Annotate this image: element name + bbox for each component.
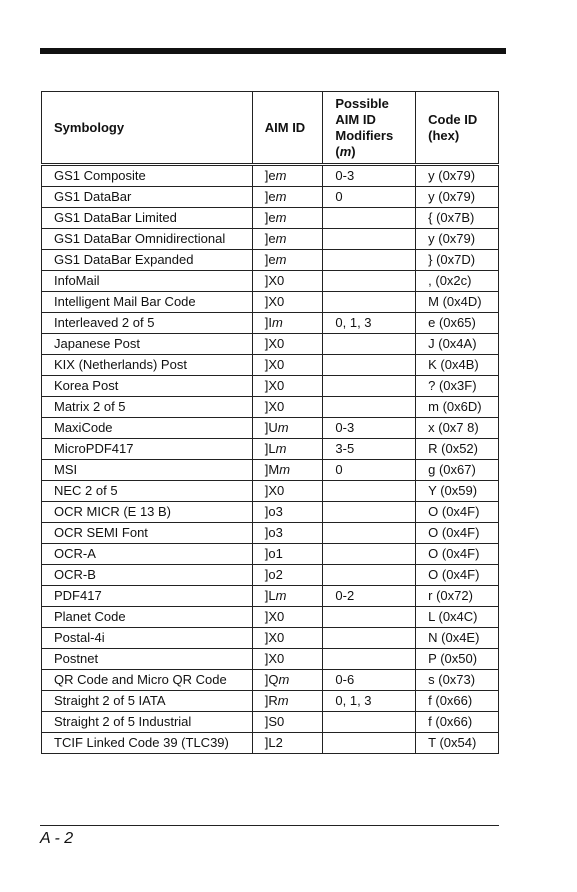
cell-modifiers <box>323 208 416 229</box>
aim-id-prefix: ]e <box>264 252 276 267</box>
table-row <box>42 565 499 586</box>
table-row <box>42 397 499 418</box>
cell-aim-id <box>252 649 323 670</box>
cell-symbology: QR Code and Micro QR Code <box>42 670 253 691</box>
cell-symbology: MicroPDF417 <box>42 439 253 460</box>
cell-aim-id <box>252 670 323 691</box>
cell-code-id: R (0x52) <box>416 439 499 460</box>
cell-symbology: Planet Code <box>42 607 253 628</box>
cell-code-id: O (0x4F) <box>416 565 499 586</box>
aim-id-prefix: ]X0 <box>264 399 285 414</box>
table-row <box>42 607 499 628</box>
aim-id-prefix: ]X0 <box>264 336 285 351</box>
cell-aim-id <box>252 250 323 271</box>
cell-aim-id <box>252 607 323 628</box>
aim-id-prefix: ]o3 <box>264 504 283 519</box>
cell-code-id: f (0x66) <box>416 712 499 733</box>
aim-id-prefix: ]Q <box>264 672 279 687</box>
aim-id-prefix: ]U <box>264 420 278 435</box>
cell-code-id: { (0x7B) <box>416 208 499 229</box>
table-header-row <box>42 92 499 165</box>
cell-modifiers <box>323 250 416 271</box>
cell-symbology: Korea Post <box>42 376 253 397</box>
header-code-id: Code ID (hex) <box>416 92 499 165</box>
cell-modifiers: 0 <box>323 460 416 481</box>
cell-modifiers: 0, 1, 3 <box>323 691 416 712</box>
cell-modifiers <box>323 481 416 502</box>
cell-aim-id <box>252 460 323 481</box>
cell-code-id: } (0x7D) <box>416 250 499 271</box>
aim-id-modifier: m <box>275 231 287 246</box>
cell-code-id: g (0x67) <box>416 460 499 481</box>
cell-symbology: MSI <box>42 460 253 481</box>
cell-symbology: Interleaved 2 of 5 <box>42 313 253 334</box>
header-aim-id: AIM ID <box>252 92 323 165</box>
cell-symbology: MaxiCode <box>42 418 253 439</box>
cell-symbology: Straight 2 of 5 IATA <box>42 691 253 712</box>
aim-id-prefix: ]I <box>264 315 272 330</box>
table-row <box>42 649 499 670</box>
header-modifiers <box>323 92 416 165</box>
cell-aim-id <box>252 208 323 229</box>
table-row <box>42 439 499 460</box>
cell-modifiers: 0-3 <box>323 165 416 187</box>
cell-aim-id <box>252 523 323 544</box>
table-row <box>42 544 499 565</box>
aim-id-prefix: ]L <box>264 441 276 456</box>
table-body <box>42 165 499 754</box>
aim-id-modifier: m <box>275 441 287 456</box>
cell-symbology: Straight 2 of 5 Industrial <box>42 712 253 733</box>
cell-code-id: e (0x65) <box>416 313 499 334</box>
cell-code-id: M (0x4D) <box>416 292 499 313</box>
cell-code-id: Y (0x59) <box>416 481 499 502</box>
aim-id-modifier: m <box>271 315 283 330</box>
table-row <box>42 187 499 208</box>
cell-aim-id <box>252 586 323 607</box>
table-row <box>42 271 499 292</box>
cell-symbology: OCR-B <box>42 565 253 586</box>
cell-aim-id <box>252 481 323 502</box>
cell-symbology: OCR SEMI Font <box>42 523 253 544</box>
aim-id-prefix: ]L2 <box>264 735 283 750</box>
cell-modifiers: 3-5 <box>323 439 416 460</box>
cell-modifiers <box>323 397 416 418</box>
table-row <box>42 691 499 712</box>
header-modifiers-label: Possible AIM ID Modifiers ( <box>335 95 394 159</box>
cell-code-id: y (0x79) <box>416 229 499 250</box>
table-row <box>42 712 499 733</box>
cell-aim-id <box>252 313 323 334</box>
cell-aim-id <box>252 376 323 397</box>
aim-id-modifier: m <box>275 189 287 204</box>
aim-id-modifier: m <box>277 420 289 435</box>
header-symbology: Symbology <box>42 92 253 165</box>
cell-symbology: NEC 2 of 5 <box>42 481 253 502</box>
aim-id-prefix: ]X0 <box>264 630 285 645</box>
cell-modifiers <box>323 355 416 376</box>
aim-id-prefix: ]X0 <box>264 651 285 666</box>
cell-aim-id <box>252 565 323 586</box>
cell-modifiers <box>323 712 416 733</box>
cell-symbology: InfoMail <box>42 271 253 292</box>
aim-id-prefix: ]e <box>264 210 276 225</box>
cell-modifiers <box>323 271 416 292</box>
cell-modifiers <box>323 565 416 586</box>
cell-aim-id <box>252 271 323 292</box>
cell-code-id: L (0x4C) <box>416 607 499 628</box>
header-modifiers-var: m <box>339 143 352 159</box>
aim-id-prefix: ]M <box>264 462 280 477</box>
aim-id-prefix: ]X0 <box>264 294 285 309</box>
aim-id-modifier: m <box>275 588 287 603</box>
cell-symbology: PDF417 <box>42 586 253 607</box>
cell-code-id: m (0x6D) <box>416 397 499 418</box>
cell-symbology: GS1 DataBar Limited <box>42 208 253 229</box>
cell-modifiers: 0 <box>323 187 416 208</box>
cell-modifiers: 0-3 <box>323 418 416 439</box>
aim-id-prefix: ]R <box>264 693 278 708</box>
cell-symbology: OCR-A <box>42 544 253 565</box>
aim-id-prefix: ]o1 <box>264 546 283 561</box>
cell-aim-id <box>252 502 323 523</box>
cell-symbology: Intelligent Mail Bar Code <box>42 292 253 313</box>
aim-id-modifier: m <box>275 252 287 267</box>
table-row <box>42 523 499 544</box>
cell-code-id: r (0x72) <box>416 586 499 607</box>
cell-modifiers <box>323 523 416 544</box>
cell-aim-id <box>252 691 323 712</box>
table-row <box>42 481 499 502</box>
cell-code-id: N (0x4E) <box>416 628 499 649</box>
table-row <box>42 313 499 334</box>
cell-modifiers: 0-6 <box>323 670 416 691</box>
cell-code-id: O (0x4F) <box>416 544 499 565</box>
cell-modifiers <box>323 334 416 355</box>
cell-aim-id <box>252 712 323 733</box>
page-number: A - 2 <box>40 830 74 847</box>
aim-id-prefix: ]e <box>264 231 276 246</box>
table-row <box>42 165 499 187</box>
cell-aim-id <box>252 187 323 208</box>
cell-code-id: , (0x2c) <box>416 271 499 292</box>
aim-id-prefix: ]X0 <box>264 378 285 393</box>
cell-modifiers <box>323 649 416 670</box>
cell-code-id: y (0x79) <box>416 187 499 208</box>
cell-aim-id <box>252 733 323 754</box>
cell-modifiers <box>323 376 416 397</box>
aim-id-modifier: m <box>275 168 287 183</box>
aim-id-modifier: m <box>275 210 287 225</box>
cell-code-id: P (0x50) <box>416 649 499 670</box>
cell-modifiers: 0-2 <box>323 586 416 607</box>
cell-aim-id <box>252 229 323 250</box>
aim-id-prefix: ]X0 <box>264 609 285 624</box>
table-row <box>42 670 499 691</box>
cell-symbology: Japanese Post <box>42 334 253 355</box>
cell-aim-id <box>252 439 323 460</box>
cell-symbology: OCR MICR (E 13 B) <box>42 502 253 523</box>
cell-symbology: GS1 DataBar Expanded <box>42 250 253 271</box>
cell-code-id: s (0x73) <box>416 670 499 691</box>
cell-symbology: KIX (Netherlands) Post <box>42 355 253 376</box>
cell-code-id: J (0x4A) <box>416 334 499 355</box>
footer-rule <box>40 825 499 826</box>
cell-modifiers <box>323 502 416 523</box>
cell-modifiers <box>323 607 416 628</box>
aim-id-prefix: ]S0 <box>264 714 285 729</box>
cell-symbology: Postnet <box>42 649 253 670</box>
header-modifiers-close: ) <box>351 143 356 159</box>
cell-modifiers <box>323 544 416 565</box>
cell-code-id: y (0x79) <box>416 165 499 187</box>
cell-modifiers <box>323 229 416 250</box>
aim-id-prefix: ]o2 <box>264 567 283 582</box>
cell-symbology: GS1 DataBar <box>42 187 253 208</box>
table-row <box>42 460 499 481</box>
table-row <box>42 418 499 439</box>
cell-symbology: TCIF Linked Code 39 (TLC39) <box>42 733 253 754</box>
cell-modifiers <box>323 733 416 754</box>
cell-aim-id <box>252 334 323 355</box>
cell-code-id: x (0x7 8) <box>416 418 499 439</box>
aim-id-prefix: ]X0 <box>264 483 285 498</box>
cell-code-id: T (0x54) <box>416 733 499 754</box>
table-row <box>42 586 499 607</box>
aim-id-prefix: ]L <box>264 588 276 603</box>
aim-id-modifier: m <box>277 693 289 708</box>
cell-code-id: K (0x4B) <box>416 355 499 376</box>
table-row <box>42 334 499 355</box>
header-rule <box>40 48 506 54</box>
cell-aim-id <box>252 628 323 649</box>
table-row <box>42 292 499 313</box>
cell-code-id: O (0x4F) <box>416 523 499 544</box>
symbology-table <box>41 91 499 754</box>
cell-code-id: O (0x4F) <box>416 502 499 523</box>
cell-code-id: f (0x66) <box>416 691 499 712</box>
table-row <box>42 355 499 376</box>
table-row <box>42 628 499 649</box>
cell-aim-id <box>252 355 323 376</box>
aim-id-prefix: ]e <box>264 168 276 183</box>
cell-symbology: GS1 DataBar Omnidirectional <box>42 229 253 250</box>
cell-code-id: ? (0x3F) <box>416 376 499 397</box>
table-row <box>42 229 499 250</box>
aim-id-prefix: ]o3 <box>264 525 283 540</box>
table-row <box>42 502 499 523</box>
cell-modifiers: 0, 1, 3 <box>323 313 416 334</box>
cell-symbology: Matrix 2 of 5 <box>42 397 253 418</box>
cell-aim-id <box>252 397 323 418</box>
table-row <box>42 376 499 397</box>
cell-aim-id <box>252 418 323 439</box>
aim-id-prefix: ]X0 <box>264 357 285 372</box>
table-row <box>42 208 499 229</box>
cell-symbology: GS1 Composite <box>42 165 253 187</box>
table-row <box>42 250 499 271</box>
aim-id-prefix: ]X0 <box>264 273 285 288</box>
table-row <box>42 733 499 754</box>
aim-id-modifier: m <box>279 462 291 477</box>
cell-modifiers <box>323 292 416 313</box>
cell-aim-id <box>252 292 323 313</box>
cell-aim-id <box>252 165 323 187</box>
cell-symbology: Postal-4i <box>42 628 253 649</box>
aim-id-prefix: ]e <box>264 189 276 204</box>
cell-modifiers <box>323 628 416 649</box>
aim-id-modifier: m <box>278 672 290 687</box>
cell-aim-id <box>252 544 323 565</box>
